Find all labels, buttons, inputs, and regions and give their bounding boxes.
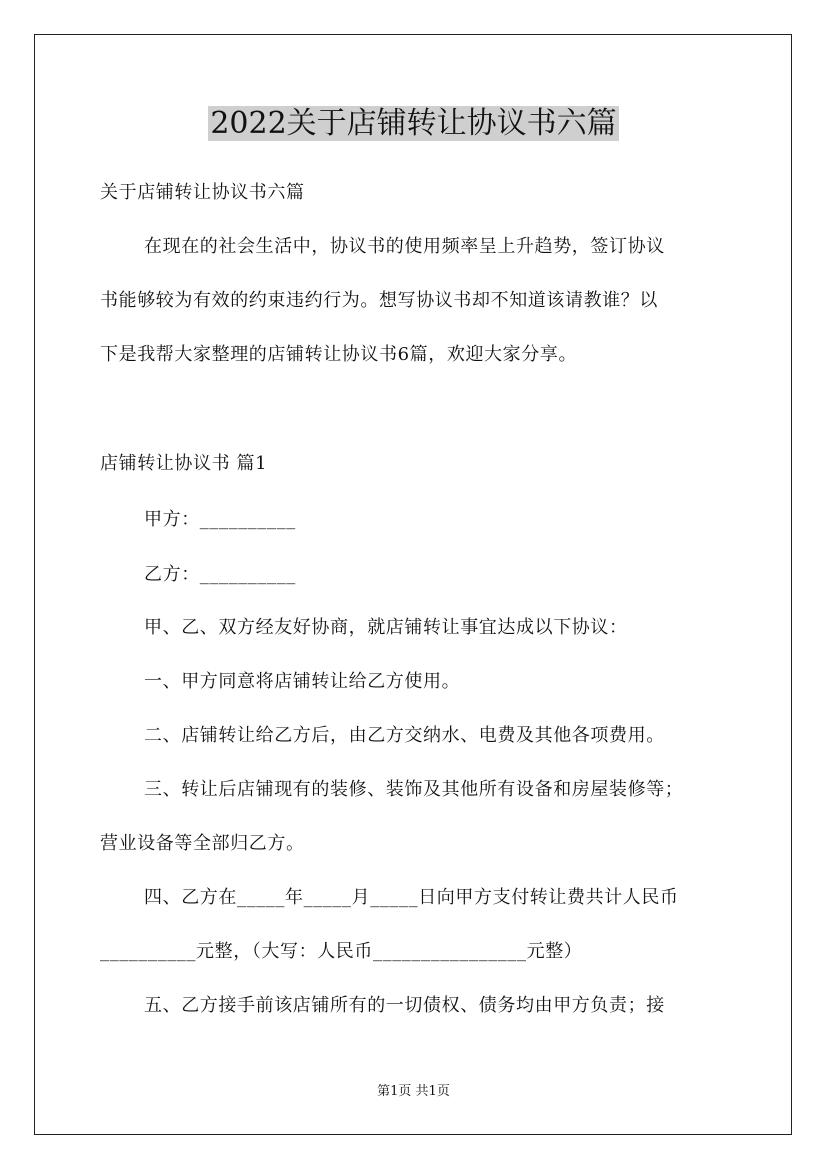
clause-line: 四、乙方在_____年_____月_____日向甲方支付转让费共计人民币 — [144, 887, 679, 908]
clause-line: 五、乙方接手前该店铺所有的一切债权、债务均由甲方负责；接 — [144, 995, 665, 1016]
section-heading: 店铺转让协议书 篇1 — [100, 453, 268, 474]
party-b-line: 乙方：__________ — [144, 564, 296, 585]
clause-line: 营业设备等全部归乙方。 — [100, 833, 305, 854]
clause-line: __________元整，（大写：人民币________________元整） — [100, 941, 583, 962]
party-a-line: 甲方：__________ — [144, 509, 296, 530]
intro-line-2: 书能够较为有效的约束违约行为。想写协议书却不知道该请教谁？以 — [100, 290, 658, 311]
document-title — [0, 104, 827, 144]
document-subtitle: 关于店铺转让协议书六篇 — [100, 182, 305, 203]
clause-line: 一、甲方同意将店铺转让给乙方使用。 — [144, 671, 461, 692]
clause-line: 甲、乙、双方经友好协商，就店铺转让事宜达成以下协议： — [144, 617, 628, 638]
intro-line-1: 在现在的社会生活中，协议书的使用频率呈上升趋势，签订协议 — [144, 236, 665, 257]
page-footer: 第1页 共1页 — [377, 1084, 450, 1099]
clause-line: 三、转让后店铺现有的装修、装饰及其他所有设备和房屋装修等； — [144, 779, 684, 800]
clause-line: 二、店铺转让给乙方后，由乙方交纳水、电费及其他各项费用。 — [144, 725, 665, 746]
intro-line-3: 下是我帮大家整理的店铺转让协议书6篇，欢迎大家分享。 — [100, 344, 578, 365]
document-title-text: 2022关于店铺转让协议书六篇 — [210, 106, 617, 141]
